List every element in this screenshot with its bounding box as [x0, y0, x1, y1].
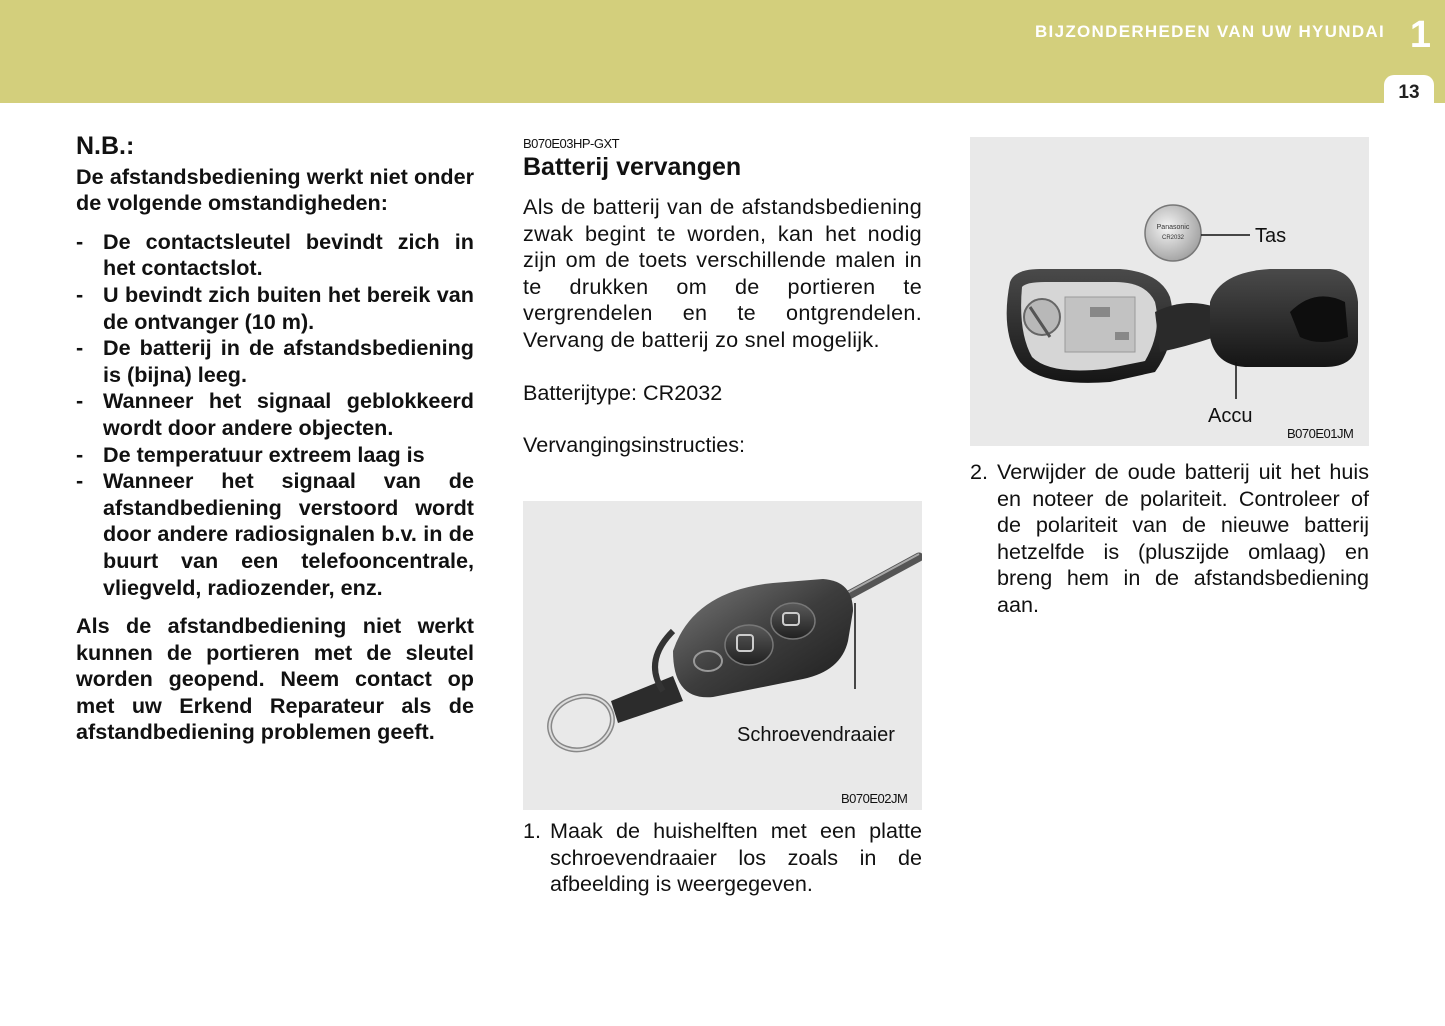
step-2	[970, 459, 1369, 619]
section-code: B070E03HP-GXT	[523, 136, 620, 151]
list-item: - De batterij in de afstandsbediening is (bijna) leeg.	[76, 335, 474, 388]
note-intro: De afstandsbediening werkt niet onder de volgende omstandigheden:	[76, 163, 474, 216]
chapter-number: 1	[1409, 14, 1431, 56]
step-number: 1.	[523, 818, 542, 843]
step-number: 2.	[970, 459, 989, 484]
section-header-title: BIJZONDERHEDEN VAN UW HYUNDAI	[1034, 22, 1385, 41]
section-title: Batterij vervangen	[523, 153, 742, 181]
page-number: 13	[1398, 82, 1420, 103]
opened-fob-illustration	[970, 137, 1369, 446]
instructions-label: Vervangingsinstructies:	[523, 432, 746, 458]
battery-type: Batterijtype: CR2032	[523, 379, 723, 405]
list-item: - Wanneer het signaal geblokkeerd wordt door andere objecten.	[76, 388, 474, 441]
screwdriver-label: Schroevendraaier	[737, 724, 895, 746]
battery-figure	[970, 137, 1369, 446]
step-text: Maak de huishelften met een platte schroevendraaier los zoals in de afbeelding is weergegeven.	[550, 818, 922, 897]
key-fob-figure	[523, 501, 922, 810]
section-intro: Als de batterij van de afstandsbediening zwak begint te worden, kan het nodig zijn om de toets verschillende malen in te drukken om de portieren te vergrendelen en te ontgrendelen. Vervang de batterij zo snel mogelijk.	[523, 194, 922, 352]
step-text: Verwijder de oude batterij uit het huis en noteer de polariteit. Controleer of de polariteit van de nieuwe batterij hetzelfde is (pluszijde omlaag) en breng hem in de afstandsbediening aan.	[997, 459, 1369, 617]
battery-section	[523, 136, 922, 459]
note-outro: Als de afstandbediening niet werkt kunnen de portieren met de sleutel worden geopend. Neem contact op met uw Erkend Reparateur als de afstandbediening problemen geeft.	[76, 613, 474, 745]
tas-label: Tas	[1255, 225, 1287, 247]
list-item: - Wanneer het signaal van de afstandbediening verstoord wordt door andere radiosignalen b.v. in de buurt van een telefooncentrale, vliegveld, radiozender, enz.	[76, 468, 474, 601]
key-fob-illustration	[523, 501, 922, 810]
accu-label: Accu	[1208, 405, 1253, 427]
step-1	[523, 818, 922, 898]
list-item: - De temperatuur extreem laag is	[76, 442, 474, 469]
coin-model: CR2032	[1161, 235, 1185, 241]
header-band	[0, 0, 1445, 103]
list-item: - De contactsleutel bevindt zich in het contactslot.	[76, 229, 474, 282]
note-column	[76, 133, 474, 746]
coin-brand: Panasonic	[1156, 224, 1190, 231]
conditions-list	[76, 229, 474, 601]
list-item: - U bevindt zich buiten het bereik van de ontvanger (10 m).	[76, 282, 474, 335]
figure-code: B070E01JM	[1287, 426, 1354, 441]
note-title: N.B.:	[76, 132, 135, 160]
figure-code: B070E02JM	[841, 791, 908, 806]
